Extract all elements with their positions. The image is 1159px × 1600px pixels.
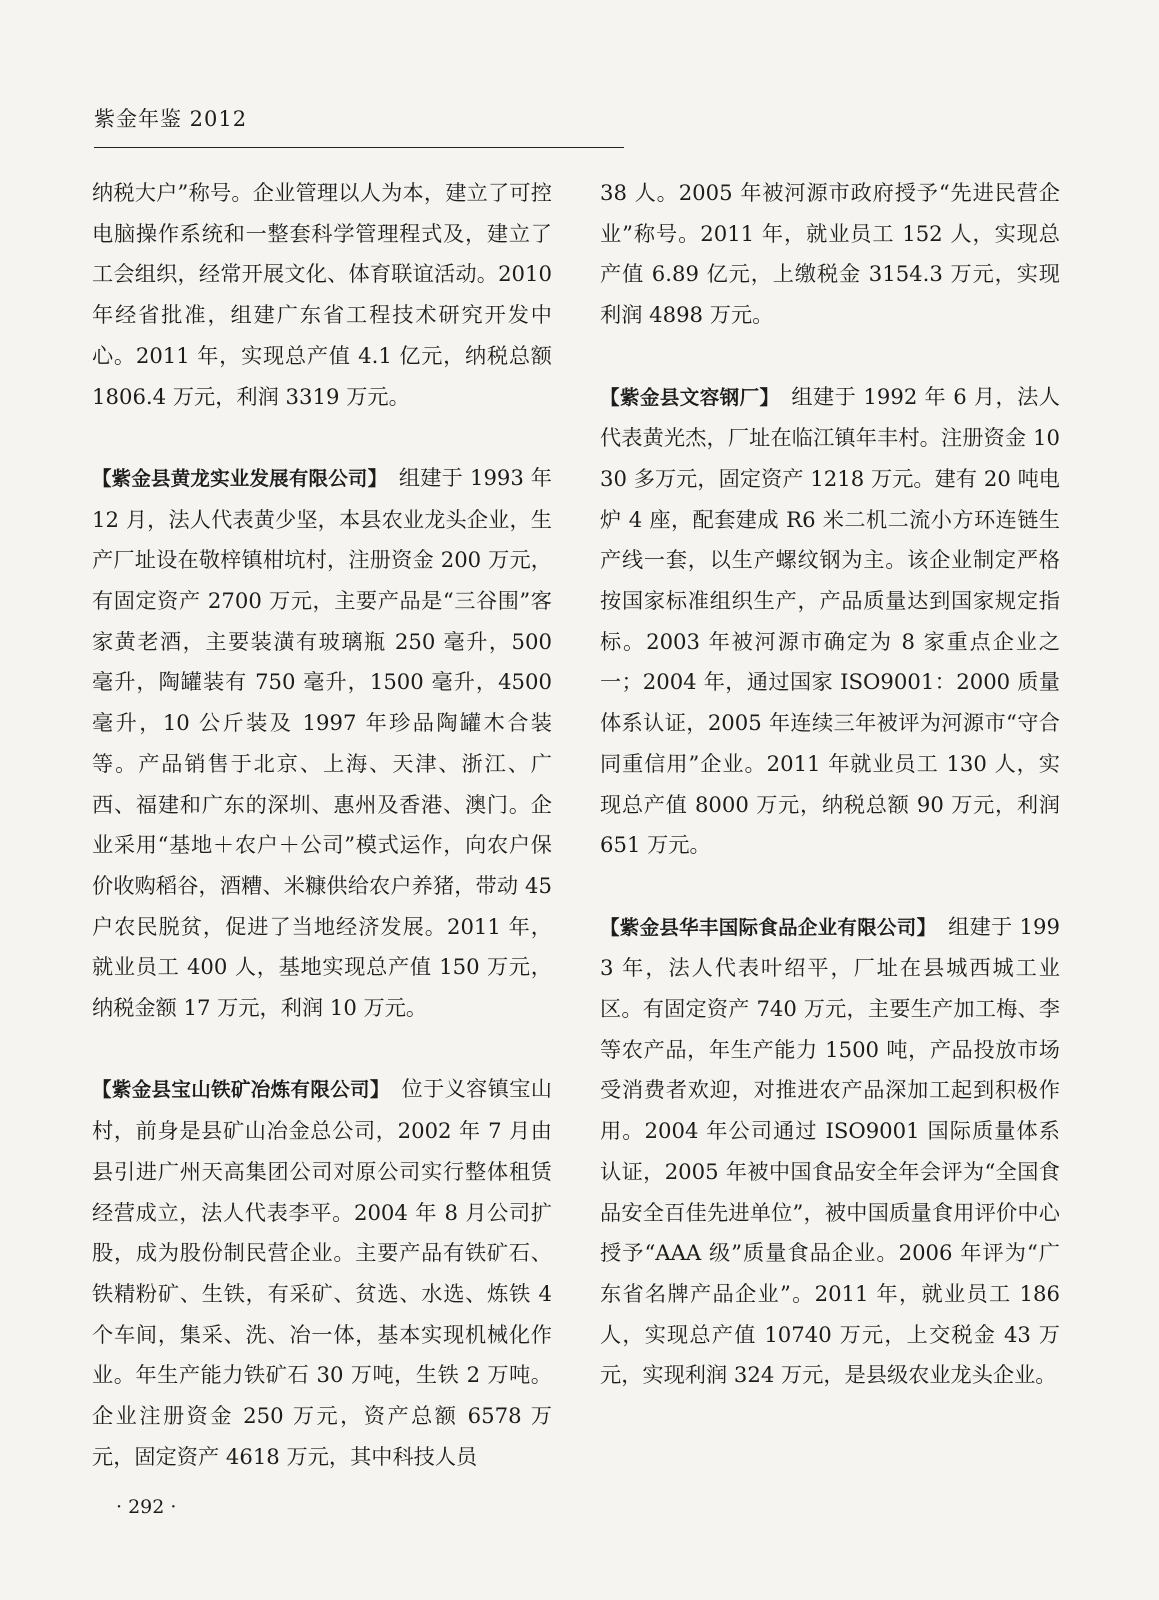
entry-body: 组建于 1993 年 12 月，法人代表黄少坚，本县农业龙头企业，生产厂址设在敬梓镇柑坑村，注册资金 200 万元，有固定资产 2700 万元，主要产品是“三谷围”客家黄老酒，主要装潢有玻璃瓶 250 毫升，500 毫升，陶罐装有 750 毫升，1500 毫升，4500 毫升，10 公斤装及 1997 年珍品陶罐木合装等。产品销售于北京、上海、天津、浙江、广西、福建和广东的深圳、惠州及香港、澳门。企业采用“基地＋农户＋公司”模式运作，向农户保价收购稻谷，酒糟、米糠供给农户养猪，带动 45 户农民脱贫，促进了当地经济发展。2011 年，就业员工 400 人，基地实现总产值 150 万元，纳税金额 17 万元，利润 10 万元。 [92, 464, 552, 1021]
entry-title: 【紫金县黄龙实业发展有限公司】 [92, 466, 378, 490]
entry-wenrong [600, 377, 1060, 866]
entry-baoshan [92, 1069, 552, 1477]
paragraph-continued: 纳税大户”称号。企业管理以人为本，建立了可控电脑操作系统和一整套科学管理程式及，建立了工会组织，经常开展文化、体育联谊活动。2010 年经省批准，组建广东省工程技术研究开发中心。2011 年，实现总产值 4.1 亿元，纳税总额 1806.4 万元，利润 3319 万元。 [92, 180, 552, 409]
entry-title: 【紫金县华丰国际食品企业有限公司】 [600, 915, 927, 939]
left-column [92, 173, 552, 1477]
entry-title: 【紫金县文容钢厂】 [600, 385, 770, 409]
right-column [600, 173, 1060, 1396]
entry-body: 组建于 1993 年，法人代表叶绍平，厂址在县城西城工业区。有固定资产 740 万元，主要生产加工梅、李等农产品，年生产能力 1500 吨，产品投放市场受消费者欢迎，对推进农产品深加工起到积极作用。2004 年公司通过 ISO9001 国际质量体系认证，2005 年被中国食品安全年会评为“全国食品安全百佳先进单位”，被中国质量食用评价中心授予“AAA 级”质量食品企业。2006 年评为“广东省名牌产品企业”。2011 年，就业员工 186 人，实现总产值 10740 万元，上交税金 43 万元，实现利润 324 万元，是县级农业龙头企业。 [600, 913, 1060, 1388]
entry-title: 【紫金县宝山铁矿冶炼有限公司】 [92, 1078, 381, 1102]
header-rule [94, 147, 624, 148]
running-header: 紫金年鉴 2012 [94, 107, 248, 131]
entry-body: 组建于 1992 年 6 月，法人代表黄光杰，厂址在临江镇年丰村。注册资金 1030 多万元，固定资产 1218 万元。建有 20 吨电炉 4 座，配套建成 R6 米二机二流小方环连链生产线一套，以生产螺纹钢为主。该企业制定严格按国家标准组织生产，产品质量达到国家规定指标。2003 年被河源市确定为 8 家重点企业之一；2004 年，通过国家 ISO9001：2000 质量体系认证，2005 年连续三年被评为河源市“守合同重信用”企业。2011 年就业员工 130 人，实现总产值 8000 万元，纳税总额 90 万元，利润 651 万元。 [600, 383, 1060, 858]
paragraph-continued: 38 人。2005 年被河源市政府授予“先进民营企业”称号。2011 年，就业员工 152 人，实现总产值 6.89 亿元，上缴税金 3154.3 万元，实现利润 4898 万元。 [600, 180, 1060, 328]
entry-huafeng [600, 907, 1060, 1396]
entry-huanglong [92, 458, 552, 1029]
entry-body: 位于义容镇宝山村，前身是县矿山冶金总公司，2002 年 7 月由县引进广州天高集团公司对原公司实行整体租赁经营成立，法人代表李平。2004 年 8 月公司扩股，成为股份制民营企业。主要产品有铁矿石、铁精粉矿、生铁，有采矿、贫选、水选、炼铁 4 个车间，集采、洗、冶一体，基本实现机械化作业。年生产能力铁矿石 30 万吨，生铁 2 万吨。企业注册资金 250 万元，资产总额 6578 万元，固定资产 4618 万元，其中科技人员 [92, 1076, 552, 1469]
page-number: · 292 · [116, 1496, 177, 1518]
